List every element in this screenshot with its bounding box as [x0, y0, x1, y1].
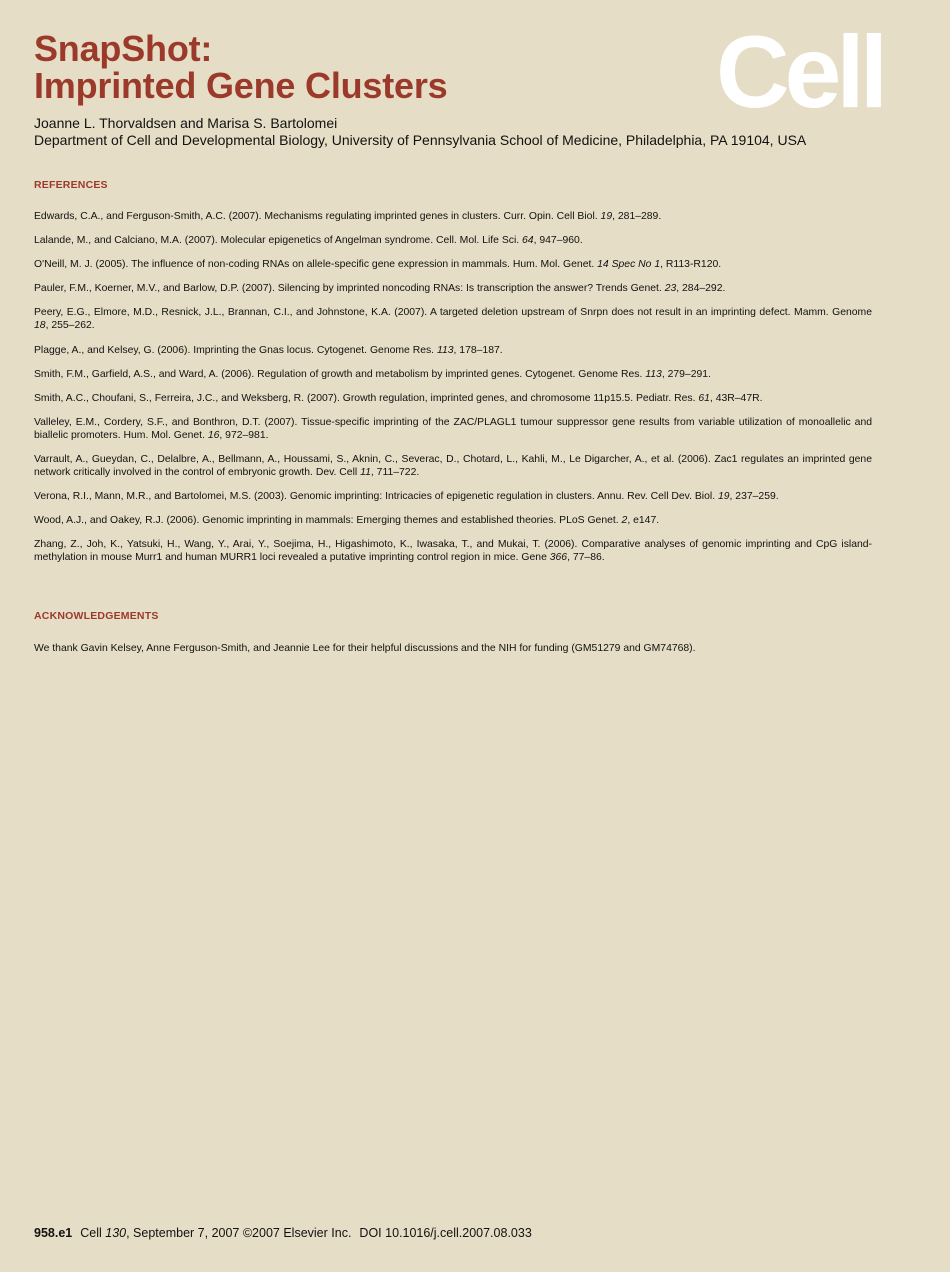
reference-item: Pauler, F.M., Koerner, M.V., and Barlow, D.P. (2007). Silencing by imprinted noncoding RNAs: Is transcription the answer? Trends Genet. 23, 284–292.	[34, 283, 726, 294]
page-title	[34, 30, 448, 104]
references-list	[34, 210, 872, 575]
reference-item: Edwards, C.A., and Ferguson-Smith, A.C. (2007). Mechanisms regulating imprinted genes in clusters. Curr. Opin. Cell Biol. 19, 281–289.	[34, 211, 662, 222]
reference-item: Zhang, Z., Joh, K., Yatsuki, H., Wang, Y., Arai, Y., Soejima, H., Higashimoto, K., Iwasaka, T., and Mukai, T. (2006). Comparative analyses of genomic imprinting and CpG island-methylation in mouse Murr1 and human MURR1 loci revealed a putative imprinting control region in mice. Gene 366, 77–86.	[34, 539, 872, 563]
page-number: 958.e1	[34, 1226, 73, 1240]
doi: DOI 10.1016/j.cell.2007.08.033	[359, 1226, 532, 1240]
reference-item: Lalande, M., and Calciano, M.A. (2007). Molecular epigenetics of Angelman syndrome. Cell. Mol. Life Sci. 64, 947–960.	[34, 235, 583, 246]
authors: Joanne L. Thorvaldsen and Marisa S. Bartolomei	[34, 115, 338, 131]
cell-logo: Cell	[716, 15, 884, 129]
reference-item: Valleley, E.M., Cordery, S.F., and Bonthron, D.T. (2007). Tissue-specific imprinting of the ZAC/PLAGL1 tumour suppressor gene results from variable utilization of monoallelic and biallelic promoters. Hum. Mol. Genet. 16, 972–981.	[34, 417, 872, 441]
acknowledgements-text: We thank Gavin Kelsey, Anne Ferguson-Smith, and Jeannie Lee for their helpful discussions and the NIH for funding (GM51279 and GM74768).	[34, 643, 696, 654]
acknowledgements-heading: ACKNOWLEDGEMENTS	[34, 610, 159, 622]
title-line-2: Imprinted Gene Clusters	[34, 65, 448, 106]
page-footer	[34, 1225, 532, 1241]
reference-item: Plagge, A., and Kelsey, G. (2006). Imprinting the Gnas locus. Cytogenet. Genome Res. 113, 178–187.	[34, 345, 503, 356]
reference-item: Smith, F.M., Garfield, A.S., and Ward, A. (2006). Regulation of growth and metabolism by imprinted genes. Cytogenet. Genome Res. 113, 279–291.	[34, 369, 711, 380]
references-heading: REFERENCES	[34, 179, 108, 191]
affiliation: Department of Cell and Developmental Biology, University of Pennsylvania School of Medicine, Philadelphia, PA 19104, USA	[34, 132, 807, 148]
reference-item: O'Neill, M. J. (2005). The influence of non-coding RNAs on allele-specific gene expression in mammals. Hum. Mol. Genet. 14 Spec No 1, R113-R120.	[34, 259, 722, 270]
journal-citation: Cell 130, September 7, 2007 ©2007 Elsevier Inc.	[80, 1226, 352, 1240]
reference-item: Varrault, A., Gueydan, C., Delalbre, A., Bellmann, A., Houssami, S., Aknin, C., Severac, D., Chotard, L., Kahli, M., Le Digarcher, A., et al. (2006). Zac1 regulates an imprinted gene network critically involved in the control of embryonic growth. Dev. Cell 11, 711–722.	[34, 454, 872, 478]
reference-item: Smith, A.C., Choufani, S., Ferreira, J.C., and Weksberg, R. (2007). Growth regulation, imprinted genes, and chromosome 11p15.5. Pediatr. Res. 61, 43R–47R.	[34, 393, 763, 404]
reference-item: Peery, E.G., Elmore, M.D., Resnick, J.L., Brannan, C.I., and Johnstone, K.A. (2007). A targeted deletion upstream of Snrpn does not result in an imprinting defect. Mamm. Genome 18, 255–262.	[34, 307, 872, 331]
title-line-1: SnapShot:	[34, 28, 213, 69]
reference-item: Verona, R.I., Mann, M.R., and Bartolomei, M.S. (2003). Genomic imprinting: Intricacies of epigenetic regulation in clusters. Annu. Rev. Cell Dev. Biol. 19, 237–259.	[34, 491, 779, 502]
reference-item: Wood, A.J., and Oakey, R.J. (2006). Genomic imprinting in mammals: Emerging themes and established theories. PLoS Genet. 2, e147.	[34, 515, 660, 526]
